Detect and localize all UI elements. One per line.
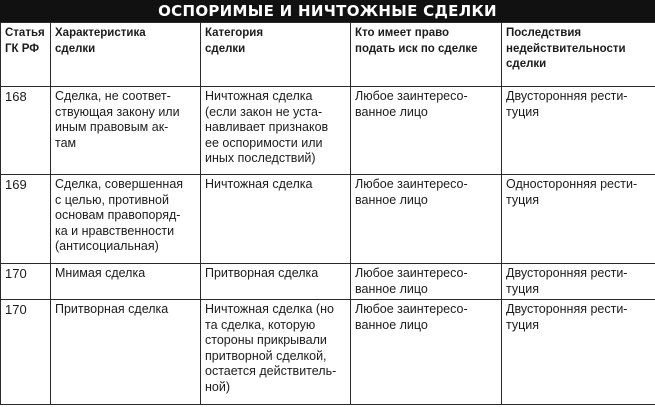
- consequence-cell: [502, 87, 655, 175]
- category-text: Притворная сделка: [205, 266, 319, 280]
- table-row: [1, 87, 655, 175]
- article-number: 169: [5, 177, 27, 192]
- description-text: Притворная сделка: [55, 302, 169, 316]
- column-header-plaintiff: [351, 23, 502, 87]
- column-header-description: [51, 23, 201, 87]
- category-cell: [201, 264, 351, 300]
- category-cell: [201, 300, 351, 405]
- column-header-description-label: Характеристика сделки: [55, 27, 146, 55]
- description-cell: [51, 264, 201, 300]
- plaintiff-cell: [351, 175, 502, 264]
- consequence-cell: [502, 175, 655, 264]
- article-cell: [1, 300, 51, 405]
- article-cell: [1, 175, 51, 264]
- consequence-text: Двусторонняя рести- туция: [506, 89, 628, 119]
- table-row: [1, 175, 655, 264]
- plaintiff-text: Любое заинтересо- ванное лицо: [355, 302, 468, 332]
- category-text: Ничтожная сделка (если закон не уста- навливает признаков ее оспоримости или иных последствий): [205, 89, 329, 165]
- plaintiff-text: Любое заинтересо- ванное лицо: [355, 89, 468, 119]
- column-header-plaintiff-label: Кто имеет право подать иск по сделке: [355, 27, 478, 55]
- consequence-text: Односторонняя рести- туция: [506, 177, 638, 207]
- column-header-category-label: Категория сделки: [205, 27, 264, 55]
- category-cell: [201, 87, 351, 175]
- description-cell: [51, 175, 201, 264]
- consequence-cell: [502, 300, 655, 405]
- article-cell: [1, 87, 51, 175]
- description-text: Сделка, совершенная с целью, противной основам правопоряд- ка и нравственности (антисоциальная): [55, 177, 184, 253]
- category-cell: [201, 175, 351, 264]
- table-header-row: [1, 23, 655, 87]
- description-cell: [51, 87, 201, 175]
- column-header-consequence-label: Последствия недействительности сделки: [506, 27, 626, 70]
- article-number: 170: [5, 302, 27, 317]
- plaintiff-text: Любое заинтересо- ванное лицо: [355, 177, 468, 207]
- category-text: Ничтожная сделка (но та сделка, которую стороны прикрывали притворной сделкой, остается действитель- ной): [205, 302, 337, 394]
- article-cell: [1, 264, 51, 300]
- article-number: 170: [5, 266, 27, 281]
- column-header-category: [201, 23, 351, 87]
- table-row: [1, 264, 655, 300]
- plaintiff-cell: [351, 87, 502, 175]
- description-cell: [51, 300, 201, 405]
- table-row: [1, 300, 655, 405]
- plaintiff-cell: [351, 264, 502, 300]
- column-header-consequence: [502, 23, 655, 87]
- article-number: 168: [5, 89, 27, 104]
- plaintiff-cell: [351, 300, 502, 405]
- table-title: ОСПОРИМЫЕ И НИЧТОЖНЫЕ СДЕЛКИ: [0, 0, 655, 22]
- column-header-article: [1, 23, 51, 87]
- consequence-text: Двусторонняя рести- туция: [506, 302, 628, 332]
- description-text: Сделка, не соответ- ствующая закону или иным правовым ак- там: [55, 89, 180, 150]
- transactions-table: [0, 22, 655, 405]
- consequence-text: Двусторонняя рести- туция: [506, 266, 628, 296]
- consequence-cell: [502, 264, 655, 300]
- column-header-article-label: Статья ГК РФ: [5, 27, 45, 55]
- plaintiff-text: Любое заинтересо- ванное лицо: [355, 266, 468, 296]
- description-text: Мнимая сделка: [55, 266, 146, 280]
- category-text: Ничтожная сделка: [205, 177, 313, 191]
